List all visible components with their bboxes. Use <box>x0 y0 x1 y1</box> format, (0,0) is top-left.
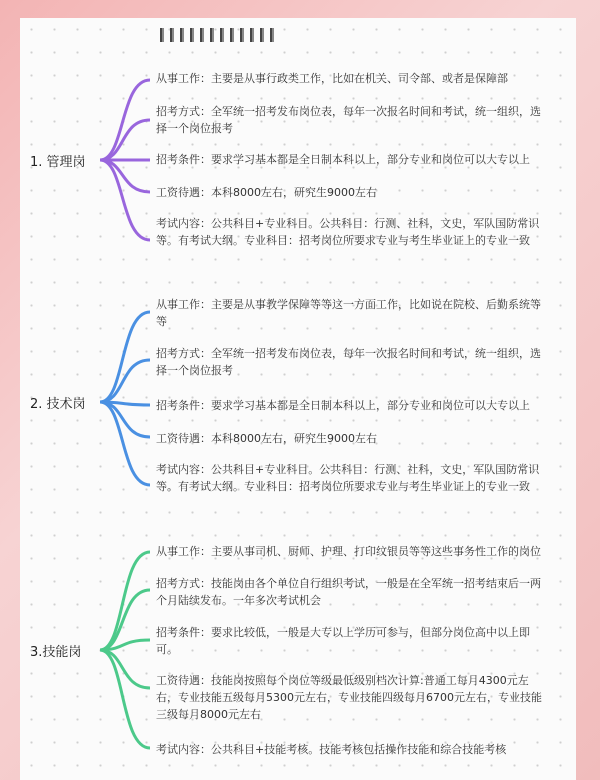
branches-group-1 <box>100 80 150 240</box>
node-management: 1. 管理岗 <box>30 155 86 170</box>
branch-line <box>100 312 150 402</box>
item-technical-method: 招考方式：全军统一招考发布岗位表，每年一次报名时间和考试，统一组织，选择一个岗位报考 <box>156 347 541 377</box>
item-management-work: 从事工作：主要是从事行政类工作，比如在机关、司令部、或者是保障部 <box>156 72 508 85</box>
item-technical-salary: 工资待遇：本科8000左右，研究生9000左右 <box>156 432 377 445</box>
item-technical-exam: 考试内容：公共科目+专业科目。公共科目：行测、社科，文史，军队国防常识等。有考试大纲。专业科目：招考岗位所要求专业与考生毕业证上的专业一致 <box>156 463 540 493</box>
branches-group-2 <box>100 312 150 485</box>
branch-line <box>100 120 150 160</box>
item-skill-exam: 考试内容：公共科目+技能考核。技能考核包括操作技能和综合技能考核 <box>156 743 507 756</box>
branch-line <box>100 402 150 485</box>
branch-line <box>100 360 150 402</box>
item-technical-work: 从事工作：主要是从事教学保障等等这一方面工作，比如说在院校、后勤系统等等 <box>156 298 541 328</box>
item-management-exam: 考试内容：公共科目+专业科目。公共科目：行测、社科，文史，军队国防常识等。有考试大纲。专业科目：招考岗位所要求专业与考生毕业证上的专业一致 <box>156 217 540 247</box>
node-technical: 2. 技术岗 <box>30 397 86 412</box>
branch-line <box>100 650 150 748</box>
item-skill-salary: 工资待遇：技能岗按照每个岗位等级最低级别档次计算:普通工每月4300元左右，专业技能五级每月5300元左右，专业技能四级每月6700元左右，专业技能三级每月8000元左右 <box>156 674 542 721</box>
item-skill-work: 从事工作：主要从事司机、厨师、护理、打印纹银员等等这些事务性工作的岗位 <box>156 545 541 558</box>
item-management-method: 招考方式：全军统一招考发布岗位表，每年一次报名时间和考试，统一组织，选择一个岗位报考 <box>156 105 541 135</box>
branch-line <box>100 402 150 437</box>
item-skill-condition: 招考条件：要求比较低，一般是大专以上学历可参与，但部分岗位高中以上即可。 <box>156 626 530 656</box>
item-skill-method: 招考方式：技能岗由各个单位自行组织考试，一般是在全军统一招考结束后一两个月陆续发布。一年多次考试机会 <box>156 577 541 607</box>
item-management-condition: 招考条件：要求学习基本都是全日制本科以上，部分专业和岗位可以大专以上 <box>156 153 530 166</box>
branches-group-3 <box>100 552 150 748</box>
branch-line <box>100 552 150 650</box>
branch-line <box>100 160 150 240</box>
item-technical-condition: 招考条件：要求学习基本都是全日制本科以上，部分专业和岗位可以大专以上 <box>156 399 530 412</box>
node-skill: 3.技能岗 <box>30 645 82 660</box>
item-management-salary: 工资待遇：本科8000左右，研究生9000左右 <box>156 186 377 199</box>
